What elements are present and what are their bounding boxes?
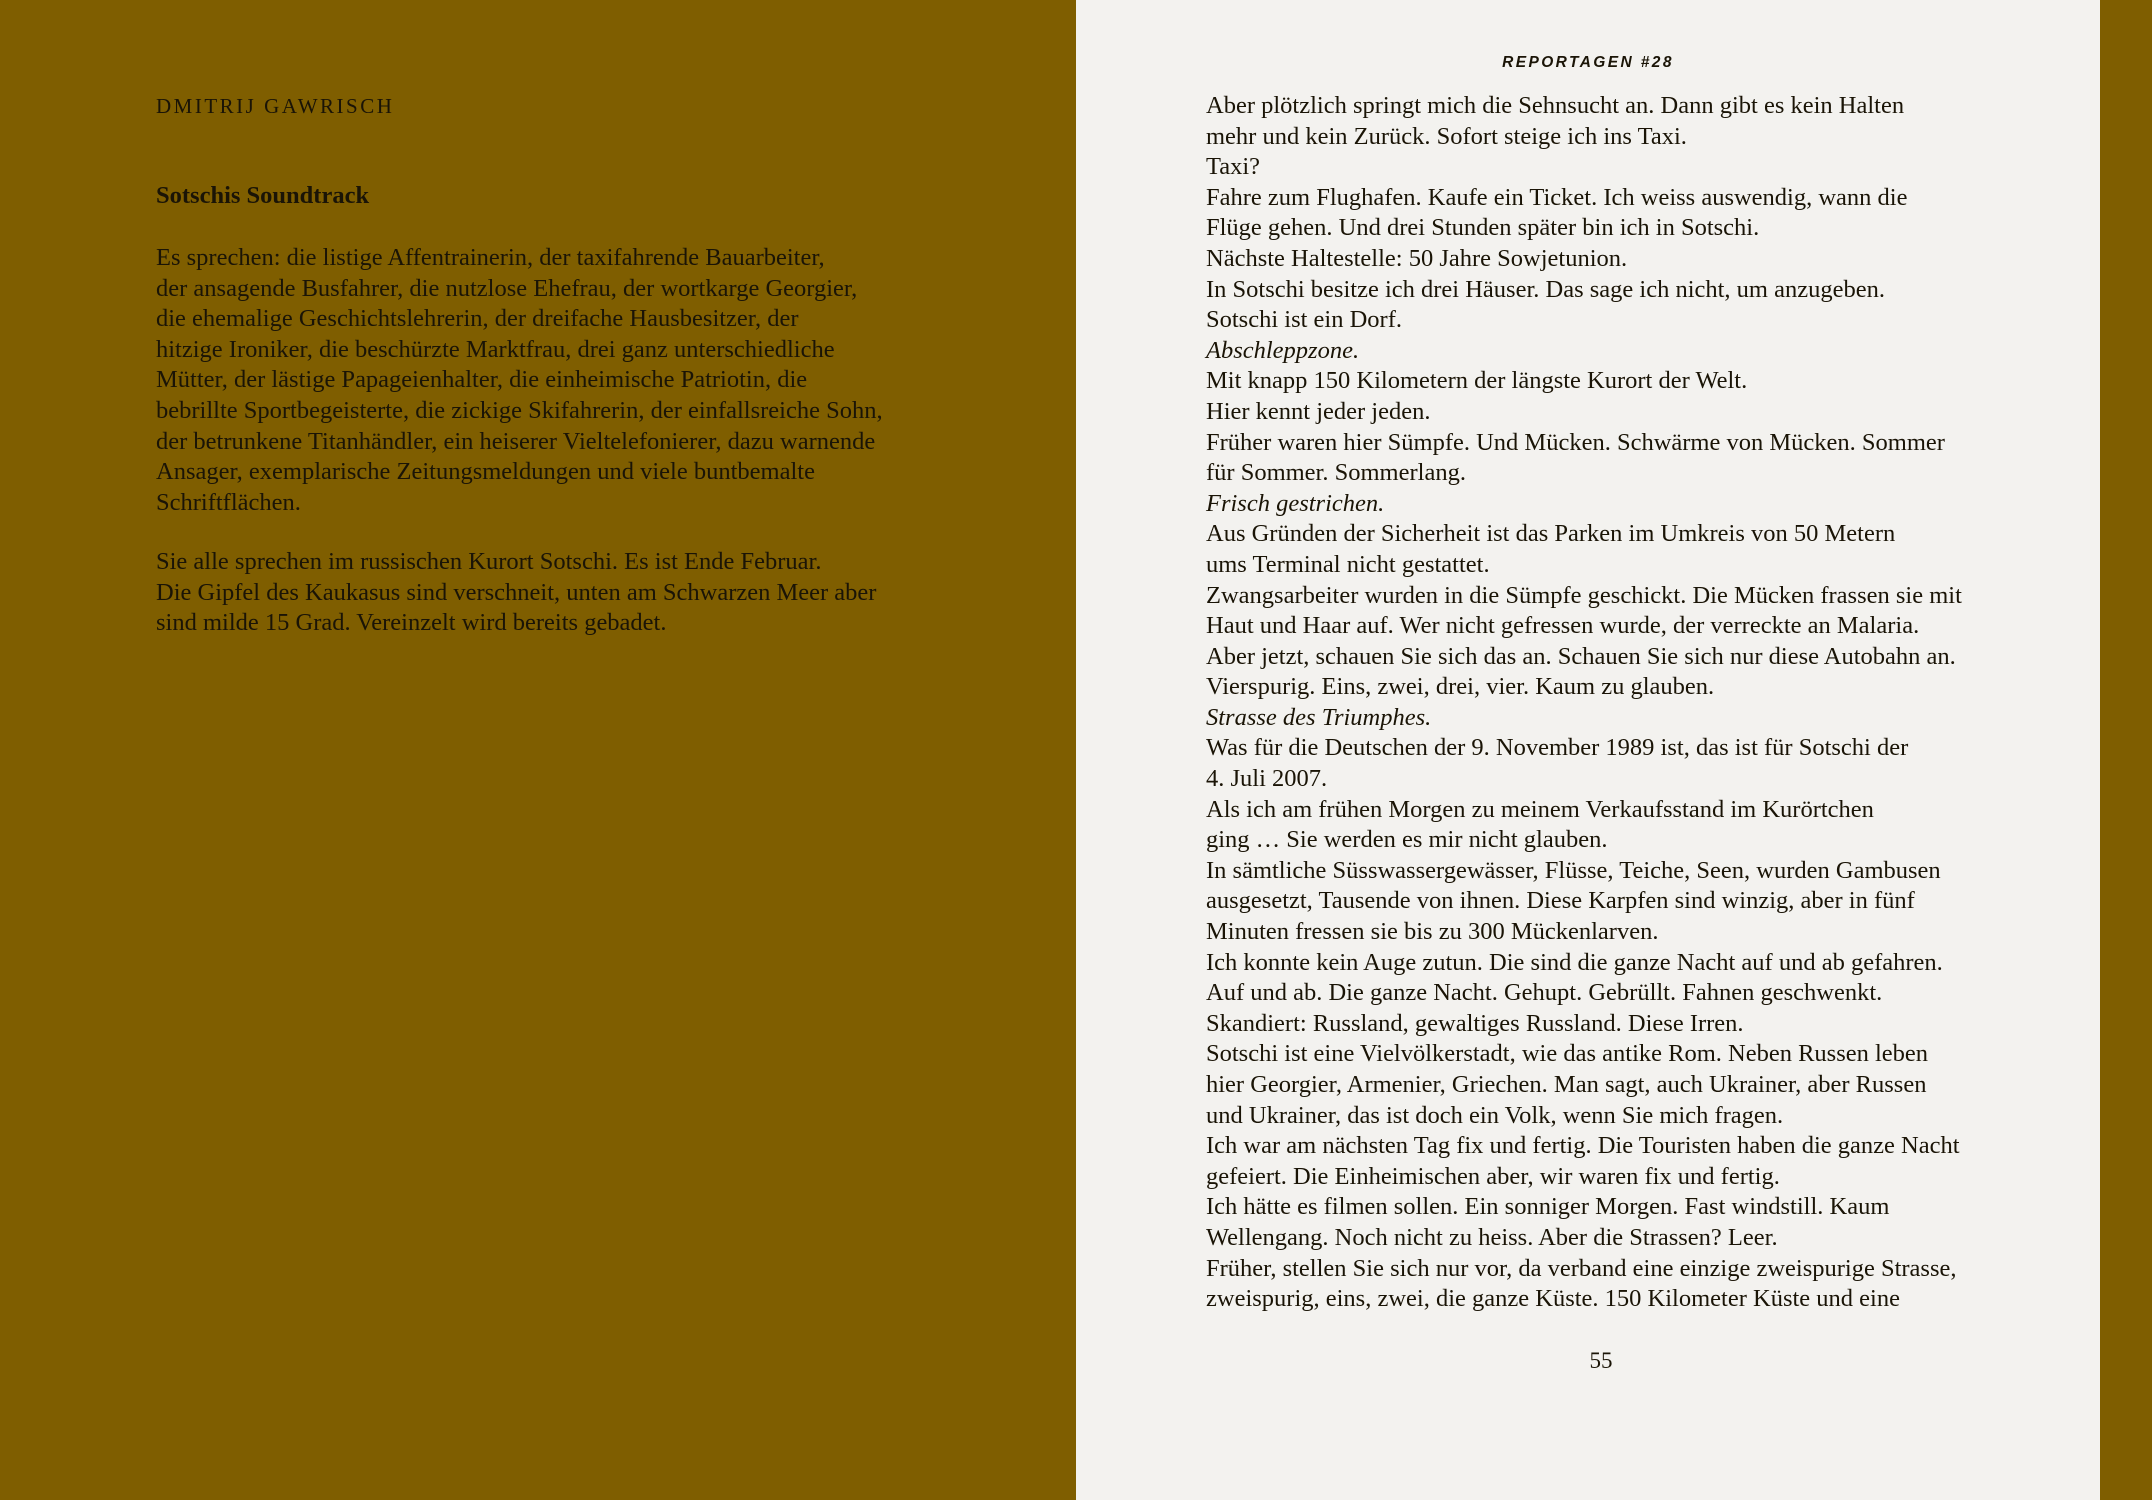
text-line: Als ich am frühen Morgen zu meinem Verkaufsstand im Kurörtchen: [1206, 795, 1874, 823]
text-line: zweispurig, eins, zwei, die ganze Küste. 150 Kilometer Küste und eine: [1206, 1285, 1900, 1313]
italic-text-line: Abschleppzone.: [1206, 336, 1360, 364]
text-line: Schriftflächen.: [156, 488, 301, 516]
page-number: 55: [1589, 1348, 1613, 1373]
text-line: sind milde 15 Grad. Vereinzelt wird bereits gebadet.: [156, 609, 667, 637]
text-line: Die Gipfel des Kaukasus sind verschneit, unten am Schwarzen Meer aber: [156, 578, 877, 606]
italic-text-line: Strasse des Triumphes.: [1206, 703, 1432, 731]
text-line: Ich hätte es filmen sollen. Ein sonniger Morgen. Fast windstill. Kaum: [1206, 1193, 1890, 1221]
text-line: Es sprechen: die listige Affentrainerin, der taxifahrende Bauarbeiter,: [156, 244, 825, 271]
text-line: hier Georgier, Armenier, Griechen. Man sagt, auch Ukrainer, aber Russen: [1206, 1071, 1927, 1098]
text-line: Auf und ab. Die ganze Nacht. Gehupt. Gebrüllt. Fahnen geschwenkt.: [1206, 979, 1883, 1007]
body-text: [1206, 91, 1962, 1315]
text-line: Aber jetzt, schauen Sie sich das an. Schauen Sie sich nur diese Autobahn an.: [1206, 642, 1956, 670]
text-line: Flüge gehen. Und drei Stunden später bin ich in Sotschi.: [1206, 214, 1760, 242]
text-line: Minuten fressen sie bis zu 300 Mückenlarven.: [1206, 918, 1659, 946]
intro-paragraph-1: [156, 243, 883, 518]
text-line: mehr und kein Zurück. Sofort steige ich ins Taxi.: [1206, 122, 1687, 150]
text-line: gefeiert. Die Einheimischen aber, wir waren fix und fertig.: [1206, 1162, 1780, 1190]
text-line: Mit knapp 150 Kilometern der längste Kurort der Welt.: [1206, 367, 1748, 395]
text-line: In sämtliche Süsswassergewässer, Flüsse, Teiche, Seen, wurden Gambusen: [1206, 856, 1941, 884]
section-title: Sotschis Soundtrack: [156, 182, 370, 209]
text-line: Zwangsarbeiter wurden in die Sümpfe geschickt. Die Mücken frassen sie mit: [1206, 581, 1962, 609]
text-line: hitzige Ironiker, die beschürzte Marktfrau, drei ganz unterschiedliche: [156, 335, 835, 363]
text-line: ausgesetzt, Tausende von ihnen. Diese Karpfen sind winzig, aber in fünf: [1206, 887, 1915, 915]
text-line: ging … Sie werden es mir nicht glauben.: [1206, 826, 1608, 854]
text-line: Ansager, exemplarische Zeitungsmeldungen und viele buntbemalte: [156, 458, 815, 486]
italic-text-line: Frisch gestrichen.: [1206, 489, 1385, 517]
text-line: Früher waren hier Sümpfe. Und Mücken. Schwärme von Mücken. Sommer: [1206, 428, 1945, 456]
text-line: für Sommer. Sommerlang.: [1206, 459, 1466, 487]
text-line: Wellengang. Noch nicht zu heiss. Aber die Strassen? Leer.: [1206, 1223, 1778, 1251]
next-page-edge: [2100, 0, 2152, 1500]
text-line: und Ukrainer, das ist doch ein Volk, wenn Sie mich fragen.: [1206, 1101, 1784, 1129]
text-line: Früher, stellen Sie sich nur vor, da verband eine einzige zweispurige Strasse,: [1206, 1254, 1957, 1282]
running-head: REPORTAGEN #28: [1502, 54, 1674, 71]
text-line: Sie alle sprechen im russischen Kurort Sotschi. Es ist Ende Februar.: [156, 548, 822, 575]
text-line: In Sotschi besitze ich drei Häuser. Das sage ich nicht, um anzugeben.: [1206, 275, 1885, 303]
text-line: Nächste Haltestelle: 50 Jahre Sowjetunion.: [1206, 244, 1628, 272]
text-line: Ich konnte kein Auge zutun. Die sind die ganze Nacht auf und ab gefahren.: [1206, 948, 1943, 976]
text-line: Hier kennt jeder jeden.: [1206, 397, 1431, 425]
text-line: Was für die Deutschen der 9. November 1989 ist, das ist für Sotschi der: [1206, 734, 1909, 762]
text-line: bebrillte Sportbegeisterte, die zickige Skifahrerin, der einfallsreiche Sohn,: [156, 396, 883, 424]
text-line: der betrunkene Titanhändler, ein heiserer Vieltelefonierer, dazu warnende: [156, 427, 876, 455]
text-line: Aus Gründen der Sicherheit ist das Parken im Umkreis von 50 Metern: [1206, 520, 1896, 548]
text-line: die ehemalige Geschichtslehrerin, der dreifache Hausbesitzer, der: [156, 305, 799, 333]
text-line: Aber plötzlich springt mich die Sehnsucht an. Dann gibt es kein Halten: [1206, 92, 1905, 119]
text-line: Fahre zum Flughafen. Kaufe ein Ticket. Ich weiss auswendig, wann die: [1206, 183, 1908, 211]
text-line: 4. Juli 2007.: [1206, 765, 1328, 793]
text-line: Ich war am nächsten Tag fix und fertig. Die Touristen haben die ganze Nacht: [1206, 1132, 1960, 1160]
text-line: Sotschi ist eine Vielvölkerstadt, wie das antike Rom. Neben Russen leben: [1206, 1040, 1929, 1068]
text-line: Haut und Haar auf. Wer nicht gefressen wurde, der verreckte an Malaria.: [1206, 612, 1920, 640]
text-line: der ansagende Busfahrer, die nutzlose Ehefrau, der wortkarge Georgier,: [156, 274, 858, 302]
text-line: Sotschi ist ein Dorf.: [1206, 306, 1402, 334]
author-name: DMITRIJ GAWRISCH: [156, 94, 395, 118]
text-line: Skandiert: Russland, gewaltiges Russland. Diese Irren.: [1206, 1009, 1744, 1037]
text-line: Taxi?: [1206, 153, 1261, 181]
intro-paragraph-2: [156, 547, 876, 639]
text-line: ums Terminal nicht gestattet.: [1206, 550, 1490, 578]
text-line: Mütter, der lästige Papageienhalter, die einheimische Patriotin, die: [156, 366, 808, 394]
text-line: Vierspurig. Eins, zwei, drei, vier. Kaum zu glauben.: [1206, 673, 1715, 701]
